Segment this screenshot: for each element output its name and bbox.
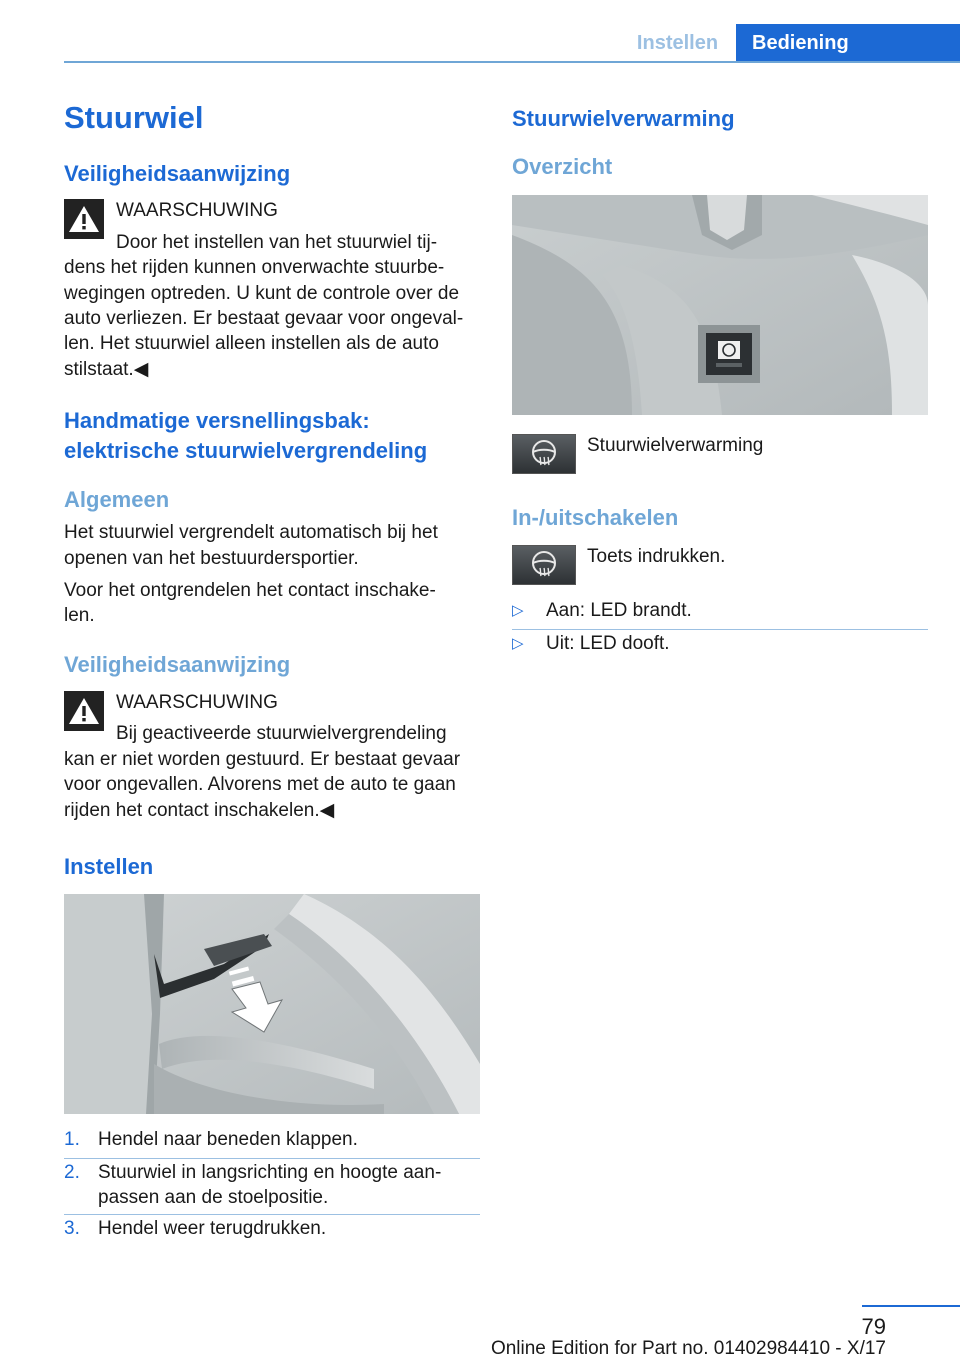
manual-gearbox-heading-line2: elektrische stuurwielvergrendeling: [64, 438, 428, 463]
list-item: [512, 631, 670, 657]
list-divider: [64, 1214, 480, 1215]
heating-heading: Stuurwielverwarming: [512, 106, 735, 131]
list-item: [512, 598, 692, 624]
warning-triangle-icon: [64, 199, 104, 239]
on-off-heading: In-/uitschakelen: [512, 505, 679, 530]
safety-heading: Veiligheidsaanwijzing: [64, 161, 291, 186]
step-number: 3.: [64, 1218, 80, 1239]
warning-text-line: dens het rijden kunnen onverwachte stuurbe‐: [64, 257, 445, 278]
button-caption: Stuurwielverwarming: [587, 435, 764, 456]
warning-text-line: wegingen optreden. U kunt de controle over de: [64, 283, 460, 304]
list-item: [64, 1160, 441, 1186]
warning-text-line: rijden het contact inschakelen.◀: [64, 800, 335, 821]
warning-text-line: kan er niet worden gestuurd. Er bestaat gevaar: [64, 749, 461, 770]
warning-triangle-icon: [64, 691, 104, 731]
general-text-line: openen van het bestuurdersportier.: [64, 548, 359, 569]
tab-bediening[interactable]: Bediening: [736, 24, 960, 62]
step-text: Hendel weer terugdrukken.: [98, 1218, 327, 1239]
step-number: 1.: [64, 1129, 80, 1150]
overview-heading: Overzicht: [512, 154, 613, 179]
bullet-text: Uit: LED dooft.: [546, 633, 670, 654]
warning-text-line: stilstaat.◀: [64, 359, 149, 380]
footer-rule: [862, 1305, 960, 1307]
page-title: Stuurwiel: [64, 100, 204, 135]
steering-lever-illustration: [64, 894, 480, 1114]
step-text-continued: passen aan de stoelpositie.: [98, 1187, 329, 1208]
bullet-marker: ▷: [512, 602, 524, 619]
warning-label: WAARSCHUWING: [116, 692, 278, 713]
steering-wheel-heating-icon: [512, 434, 576, 474]
general-text-line: Het stuurwiel vergrendelt automatisch bij het: [64, 522, 438, 543]
edition-footer: Online Edition for Part no. 01402984410 - X/17: [490, 1338, 886, 1359]
safety-heading-2: Veiligheidsaanwijzing: [64, 652, 291, 677]
unlock-text-line: Voor het ontgrendelen het contact inschake‐: [64, 580, 436, 601]
list-item: [64, 1127, 358, 1153]
steering-wheel-heating-icon: [512, 545, 576, 585]
adjust-heading: Instellen: [64, 854, 154, 879]
list-divider: [512, 629, 928, 630]
warning-text-line: len. Het stuurwiel alleen instellen als de auto: [64, 333, 439, 354]
warning-text-line: Door het instellen van het stuurwiel tij‐: [116, 232, 438, 253]
bullet-marker: ▷: [512, 635, 524, 652]
steering-heating-button-illustration: [512, 195, 928, 415]
steering-wheel-heating-icon: [718, 341, 740, 359]
step-text: Hendel naar beneden klappen.: [98, 1129, 358, 1150]
warning-text-line: auto verliezen. Er bestaat gevaar voor ongeval‐: [64, 308, 464, 329]
warning-text-line: voor ongevallen. Alvorens met de auto te gaan: [64, 774, 456, 795]
tab-instellen[interactable]: Instellen: [636, 31, 719, 54]
step-text: Stuurwiel in langsrichting en hoogte aan‐: [98, 1162, 442, 1183]
header-rule: [64, 61, 960, 63]
warning-text-line: Bij geactiveerde stuurwielvergrendeling: [116, 723, 447, 744]
page-number: 79: [861, 1314, 886, 1339]
list-divider: [64, 1158, 480, 1159]
unlock-text-line: len.: [64, 605, 95, 626]
warning-label: WAARSCHUWING: [116, 200, 278, 221]
step-number: 2.: [64, 1162, 80, 1183]
bullet-text: Aan: LED brandt.: [546, 600, 692, 621]
manual-gearbox-heading: Handmatige versnellingsbak:: [64, 408, 370, 433]
list-item: [64, 1216, 326, 1242]
press-text: Toets indrukken.: [587, 546, 726, 567]
general-heading: Algemeen: [64, 487, 170, 512]
